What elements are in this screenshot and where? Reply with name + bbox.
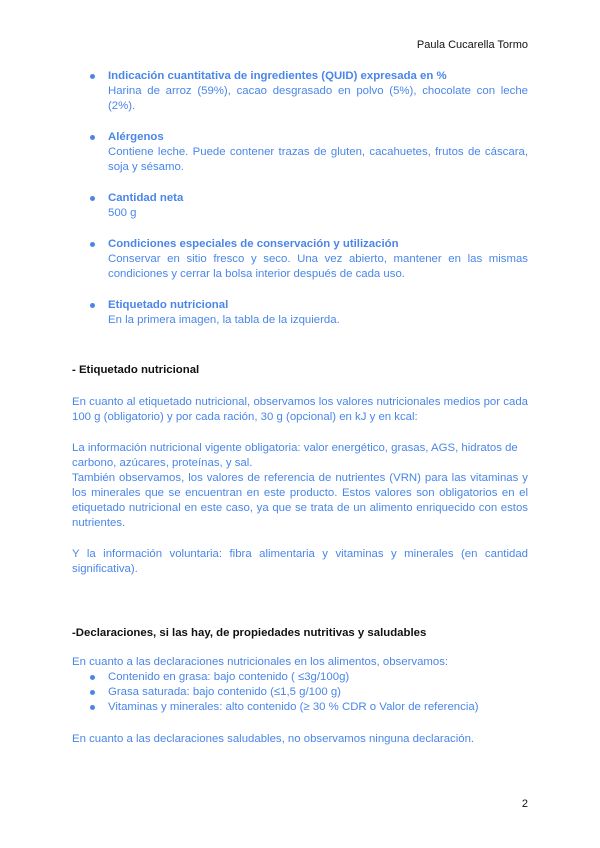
list-item — [72, 700, 528, 715]
bullet-text: Contenido en grasa: bajo contenido ( ≤3g/100g) — [108, 671, 350, 683]
paragraph: También observamos, los valores de referencia de nutrientes (VRN) para las vitaminas y los minerales que se encuentran en este producto. Estos valores son obligatorios en el etiquetado nutricional en este caso, ya que se trata de un alimento enriquecido con estos nutrientes. — [72, 472, 528, 529]
declarations-list — [72, 670, 528, 715]
list-item — [72, 237, 528, 282]
page-number: 2 — [521, 798, 528, 810]
item-title: Etiquetado nutricional — [108, 299, 229, 311]
bullet-icon — [90, 74, 95, 79]
paragraph: Y la información voluntaria: fibra alimentaria y vitaminas y minerales (en cantidad significativa). — [72, 548, 528, 575]
section-heading-declaraciones: -Declaraciones, si las hay, de propiedades nutritivas y saludables — [72, 627, 427, 639]
paragraph: En cuanto al etiquetado nutricional, observamos los valores nutricionales medios por cada 100 g (obligatorio) y por cada ración, 30 g (opcional) en kJ y en kcal: — [72, 396, 528, 423]
list-item — [72, 685, 528, 700]
item-title: Alérgenos — [108, 131, 164, 143]
item-title: Indicación cuantitativa de ingredientes (QUID) expresada en % — [108, 70, 447, 82]
section-heading-etiquetado: - Etiquetado nutricional — [72, 364, 200, 376]
page-header-author: Paula Cucarella Tormo — [416, 39, 528, 51]
list-item — [72, 298, 528, 328]
bullet-text: Vitaminas y minerales: alto contenido (≥ 30 % CDR o Valor de referencia) — [108, 701, 479, 713]
paragraph: La información nutricional vigente obligatoria: valor energético, grasas, AGS, hidratos de carbono, azúcares, proteínas, y sal. — [72, 442, 518, 469]
bullet-icon — [90, 690, 95, 695]
item-text: Contiene leche. Puede contener trazas de gluten, cacahuetes, frutos de cáscara, soja y sésamo. — [108, 146, 528, 173]
bullet-icon — [90, 303, 95, 308]
list-item — [72, 191, 528, 221]
list-item — [72, 130, 528, 175]
paragraph: En cuanto a las declaraciones nutricionales en los alimentos, observamos: — [72, 656, 449, 668]
item-title: Condiciones especiales de conservación y utilización — [108, 238, 399, 250]
list-item — [72, 670, 528, 685]
bullet-icon — [90, 675, 95, 680]
paragraph: En cuanto a las declaraciones saludables, no observamos ninguna declaración. — [72, 733, 475, 745]
bullet-icon — [90, 135, 95, 140]
item-title: Cantidad neta — [108, 192, 184, 204]
item-text: Conservar en sitio fresco y seco. Una vez abierto, mantener en las mismas condiciones y cerrar la bolsa interior después de cada uso. — [108, 253, 528, 280]
bullet-icon — [90, 705, 95, 710]
bullet-text: Grasa saturada: bajo contenido (≤1,5 g/100 g) — [108, 686, 341, 698]
list-item — [72, 69, 528, 114]
item-text: 500 g — [108, 207, 137, 219]
item-text: En la primera imagen, la tabla de la izquierda. — [108, 314, 340, 326]
item-text: Harina de arroz (59%), cacao desgrasado en polvo (5%), chocolate con leche (2%). — [108, 85, 528, 112]
bullet-icon — [90, 196, 95, 201]
product-info-list — [72, 69, 528, 328]
bullet-icon — [90, 242, 95, 247]
